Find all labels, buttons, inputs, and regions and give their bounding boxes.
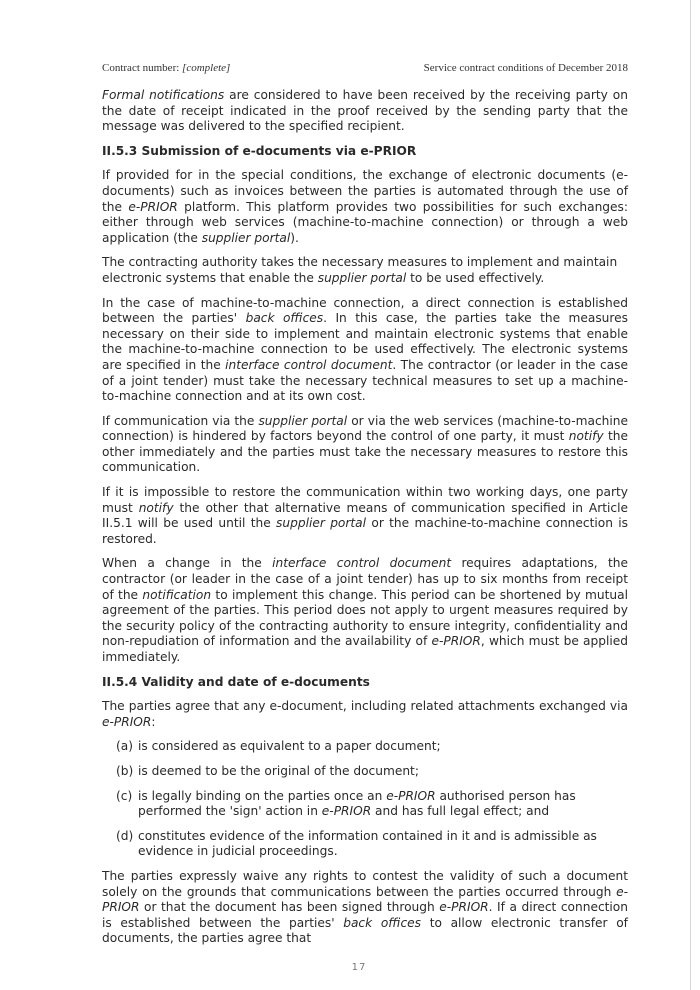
- section-heading-ii-5-3: II.5.3 Submission of e-documents via e-PRIOR: [102, 143, 417, 158]
- page-header: [102, 62, 628, 74]
- page-edge-line: [690, 0, 691, 990]
- list-item: (d) constitutes evidence of the information contained in it and is admissible as evidence in judicial proceedings.: [116, 828, 597, 859]
- paragraph-interface-change: When a change in the interface control document requires adaptations, the contractor (or leader in the case of a joint tender) has up to six months from receipt of the notification to implement this change. This period can be shortened by mutual agreement of the parties. This period does not apply to urgent measures required by the security policy of the contracting authority to ensure integrity, confidentiality and non-repudiation of information and the availability of e-PRIOR, which must be applied immediately.: [102, 556, 628, 664]
- contract-number-value: [complete]: [182, 62, 231, 74]
- paragraph-formal-notifications: Formal notifications are considered to have been received by the receiving party on the date of receipt indicated in the proof received by the sending party that the message was delivered to the specified recipient.: [102, 88, 628, 134]
- document-body: [102, 88, 628, 956]
- page-number: 17: [351, 962, 367, 973]
- conditions-date: Service contract conditions of December 2018: [423, 62, 628, 74]
- paragraph-e-prior-exchange: If provided for in the special conditions, the exchange of electronic documents (e-documents) such as invoices between the parties is automated through the use of the e-PRIOR platform. This platform provides two possibilities for such exchanges: either through web services (machine-to-machine connection) or through a web application (the supplier portal).: [102, 168, 628, 245]
- paragraph-contracting-authority: The contracting authority takes the necessary measures to implement and maintain electronic systems that enable the supplier portal to be used effectively.: [102, 255, 618, 285]
- contract-number: Contract number: [complete]: [102, 62, 231, 74]
- list-item: (c) is legally binding on the parties once an e-PRIOR authorised person has performed the 'sign' action in e-PRIOR and has full legal effect; and: [116, 788, 576, 819]
- paragraph-restore-communication: If it is impossible to restore the communication within two working days, one party must notify the other that alternative means of communication specified in Article II.5.1 will be used until the supplier portal or the machine-to-machine connection is restored.: [102, 485, 629, 546]
- paragraph-parties-agree: The parties agree that any e-document, including related attachments exchanged via e-PRIOR:: [102, 699, 628, 729]
- validity-list: [102, 739, 628, 860]
- paragraph-waive-rights: The parties expressly waive any rights to contest the validity of such a document solely on the grounds that communications between the parties occurred through e-PRIOR or that the document has been signed through e-PRIOR. If a direct connection is established between the parties' back offices to allow electronic transfer of documents, the parties agree that: [102, 868, 628, 946]
- paragraph-machine-to-machine: In the case of machine-to-machine connection, a direct connection is established between the parties' back offices. In this case, the parties take the measures necessary on their side to implement and maintain electronic systems that enable the machine-to-machine connection to be used effectively. The electronic systems are specified in the interface control document. The contractor (or leader in the case of a joint tender) must take the necessary technical measures to set up a machine-to-machine connection and at its own cost.: [102, 295, 628, 404]
- list-item: (a) is considered as equivalent to a paper document;: [116, 739, 441, 754]
- paragraph-communication-hindered: If communication via the supplier portal or via the web services (machine-to-machine connection) is hindered by factors beyond the control of one party, it must notify the other immediately and the parties must take the necessary measures to restore this communication.: [102, 413, 629, 475]
- list-item: (b) is deemed to be the original of the document;: [116, 763, 419, 778]
- section-heading-ii-5-4: II.5.4 Validity and date of e-documents: [102, 674, 370, 689]
